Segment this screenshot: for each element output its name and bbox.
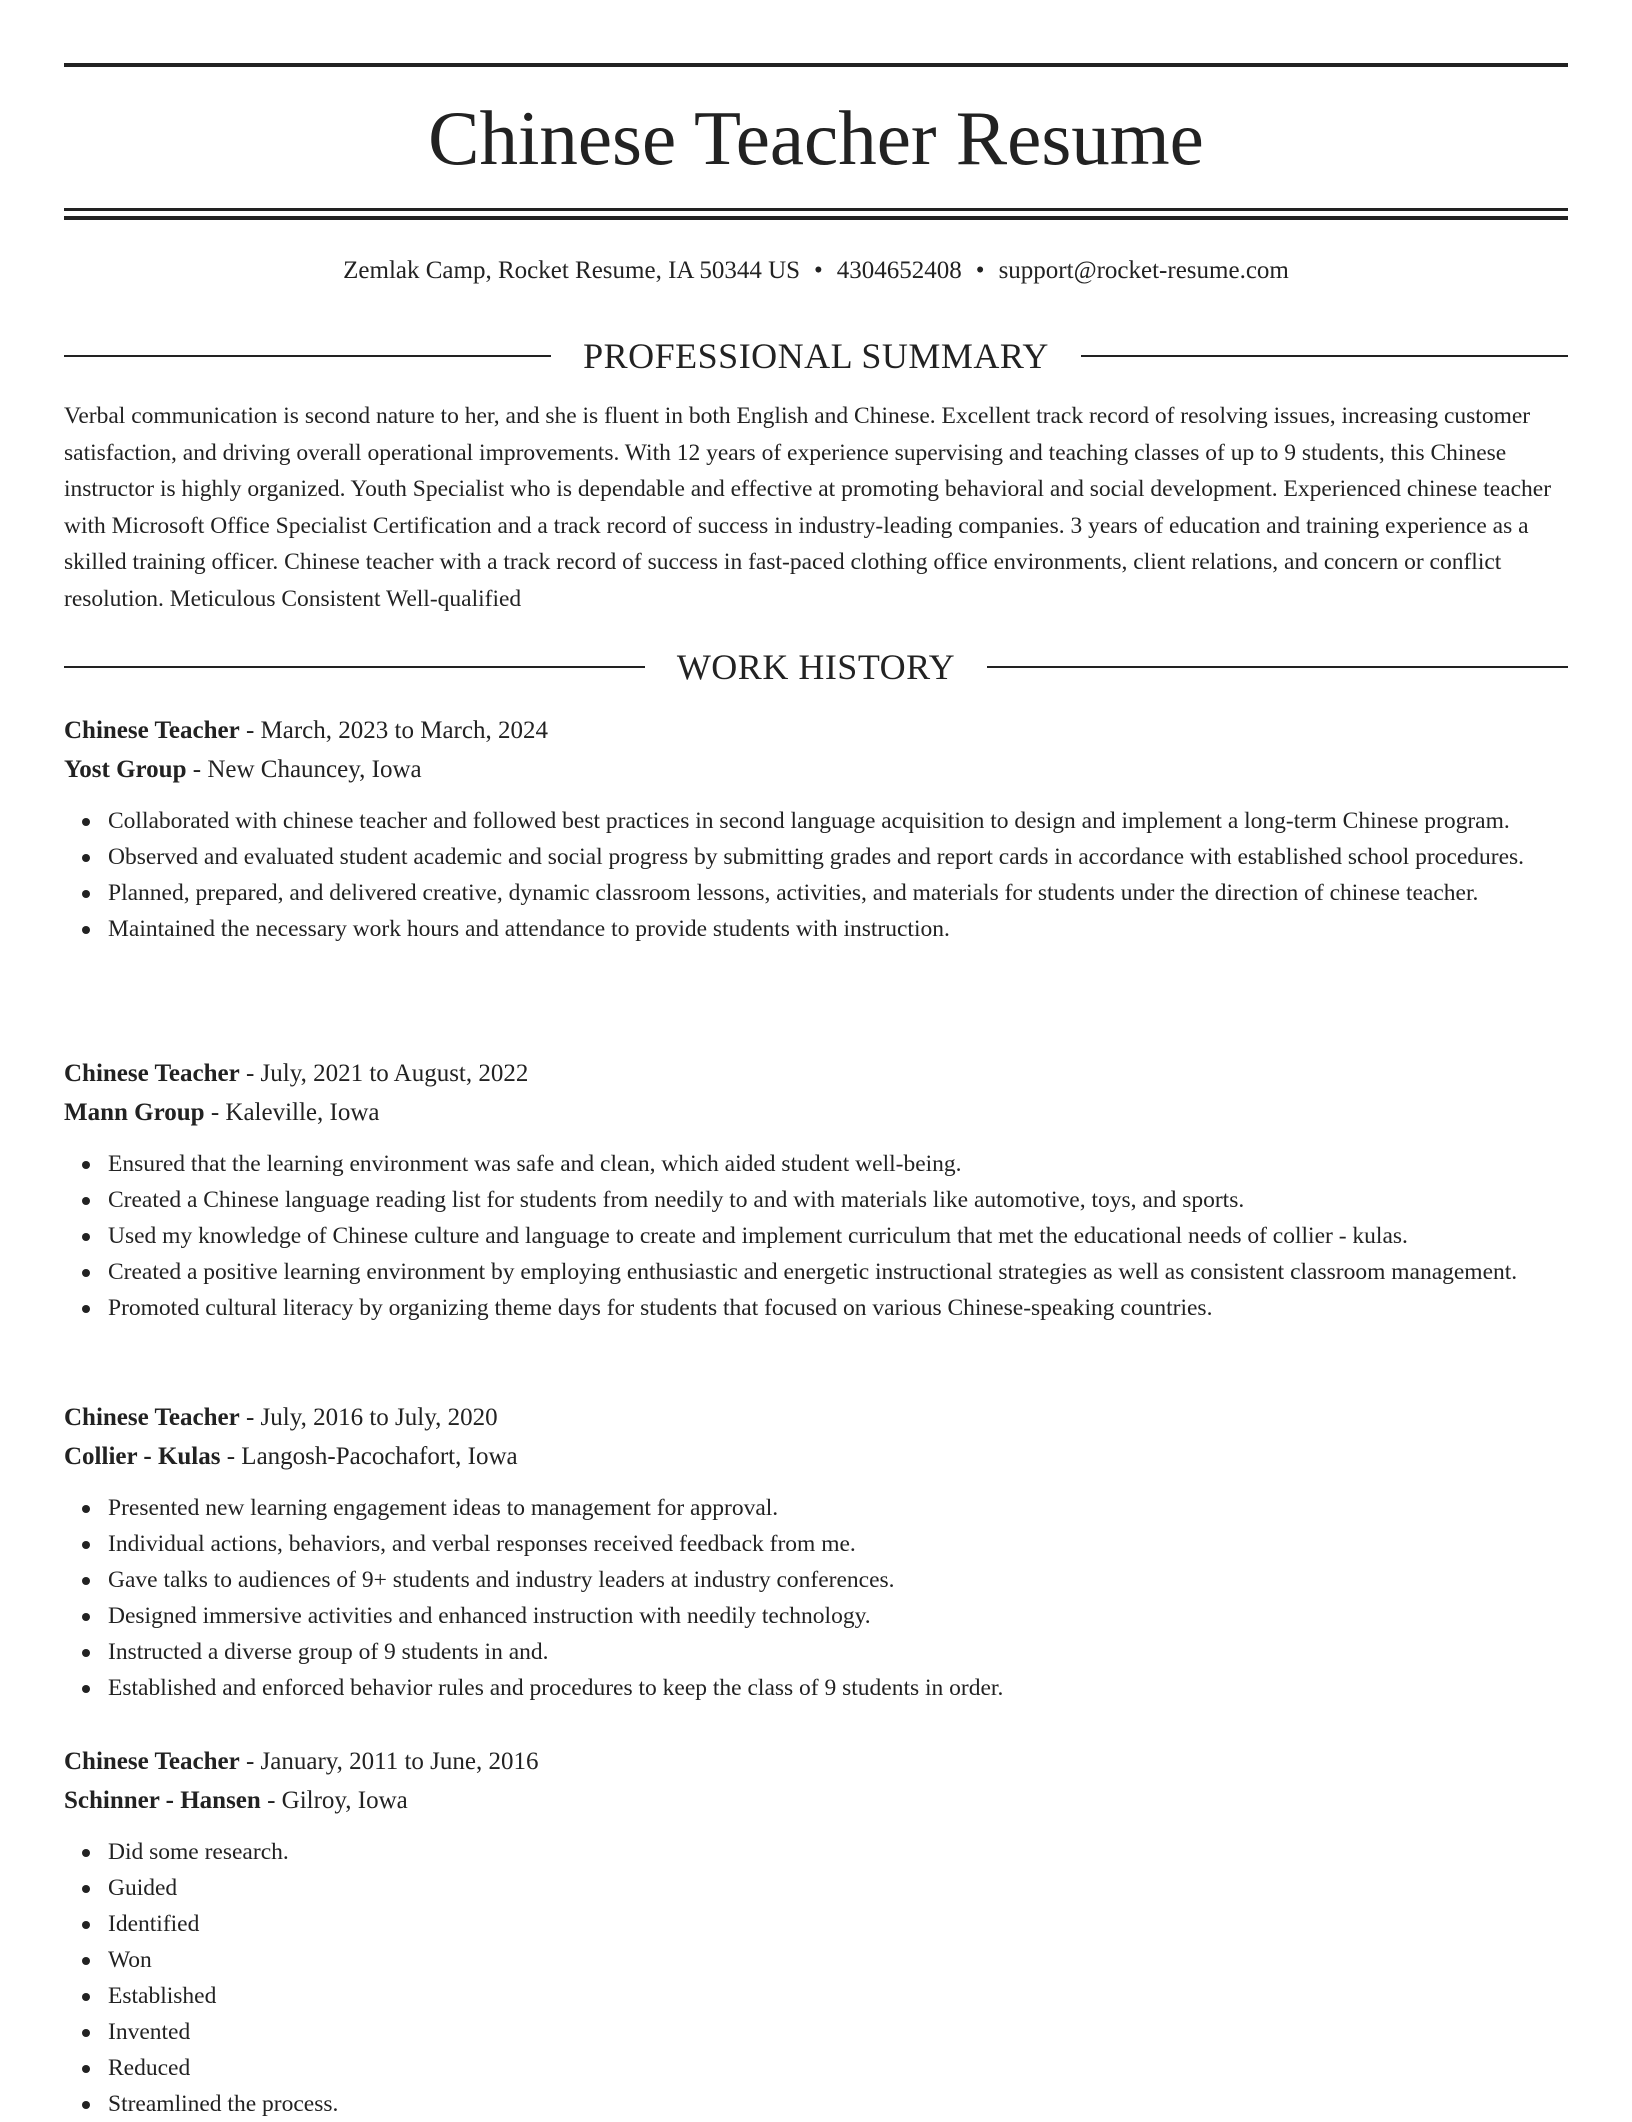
job-entry: [64, 711, 1568, 947]
work-history-heading-label: WORK HISTORY: [676, 647, 956, 687]
job-dates: - July, 2021 to August, 2022: [239, 1060, 529, 1087]
job-bullet: Did some research.: [108, 1834, 1568, 1870]
job-bullet: Individual actions, behaviors, and verbal responses received feedback from me.: [108, 1526, 1568, 1562]
job-bullet: Created a positive learning environment by employing enthusiastic and energetic instructional strategies as well as consistent classroom management.: [108, 1254, 1568, 1290]
section-rule-right: [1081, 355, 1568, 357]
job-bullet: Planned, prepared, and delivered creative, dynamic classroom lessons, activities, and materials for students under the direction of chinese teacher.: [108, 875, 1568, 911]
job-bullet: Established and enforced behavior rules and procedures to keep the class of 9 students in order.: [108, 1670, 1568, 1706]
job-bullets: [64, 1490, 1568, 1706]
job-bullet: Ensured that the learning environment was safe and clean, which aided student well-being.: [108, 1146, 1568, 1182]
contact-address: Zemlak Camp, Rocket Resume, IA 50344 US: [343, 257, 801, 284]
summary-text: Verbal communication is second nature to her, and she is fluent in both English and Chinese. Excellent track record of resolving issues, increasing customer satisfaction, and driving overall operational improvements. With 12 years of experience supervising and teaching classes of up to 9 students, this Chinese instructor is highly organized. Youth Specialist who is dependable and effective at promoting behavioral and social development. Experienced chinese teacher with Microsoft Office Specialist Certification and a track record of success in industry-leading companies. 3 years of education and training experience as a skilled training officer. Chinese teacher with a track record of success in fast-paced clothing office environments, client relations, and concern or conflict resolution. Meticulous Consistent Well-qualified: [64, 403, 1552, 612]
job-bullets: [64, 1146, 1568, 1326]
section-rule-right: [987, 666, 1568, 668]
contact-email: support@rocket-resume.com: [998, 257, 1289, 284]
job-bullet: Instructed a diverse group of 9 students in and.: [108, 1634, 1568, 1670]
title-underline-thin: [64, 208, 1568, 211]
job-location: - Kaleville, Iowa: [204, 1099, 380, 1126]
contact-separator: •: [975, 257, 985, 284]
contact-separator: •: [814, 257, 823, 284]
job-company-line: [64, 750, 1568, 789]
job-title: Chinese Teacher: [64, 1748, 240, 1775]
job-location: - Langosh-Pacochafort, Iowa: [220, 1443, 518, 1470]
job-bullet: Created a Chinese language reading list for students from needily to and with materials like automotive, toys, and sports.: [108, 1182, 1568, 1218]
job-bullet: Identified: [108, 1906, 1568, 1942]
job-bullet: Invented: [108, 2014, 1568, 2050]
job-bullet: Reduced: [108, 2050, 1568, 2086]
job-bullets: [64, 1834, 1568, 2122]
job-title: Chinese Teacher: [64, 1060, 240, 1087]
job-bullet: Observed and evaluated student academic and social progress by submitting grades and report cards in accordance with established school procedures.: [108, 839, 1568, 875]
job-title-line: [64, 1054, 1568, 1093]
summary-section-heading: [64, 334, 1568, 378]
job-bullet: Won: [108, 1942, 1568, 1978]
job-title: Chinese Teacher: [64, 1404, 240, 1431]
contact-phone: 4304652408: [836, 257, 962, 284]
job-location: - Gilroy, Iowa: [260, 1787, 408, 1814]
job-dates: - July, 2016 to July, 2020: [239, 1404, 498, 1431]
resume-title: Chinese Teacher Resume: [428, 95, 1204, 181]
job-entry: [64, 1054, 1568, 1326]
job-title: Chinese Teacher: [64, 717, 240, 744]
section-rule-left: [64, 666, 645, 668]
job-company-line: [64, 1781, 1568, 1820]
job-bullets: [64, 803, 1568, 947]
job-dates: - January, 2011 to June, 2016: [239, 1748, 539, 1775]
job-bullet: Gave talks to audiences of 9+ students and industry leaders at industry conferences.: [108, 1562, 1568, 1598]
job-entry: [64, 1398, 1568, 1706]
job-bullet: Used my knowledge of Chinese culture and language to create and implement curriculum that met the educational needs of collier - kulas.: [108, 1218, 1568, 1254]
job-company-line: [64, 1093, 1568, 1132]
job-bullet: Streamlined the process.: [108, 2086, 1568, 2122]
job-company: Schinner - Hansen: [64, 1787, 261, 1814]
job-bullet: Established: [108, 1978, 1568, 2014]
job-location: - New Chauncey, Iowa: [186, 756, 422, 783]
job-company: Collier - Kulas: [64, 1443, 221, 1470]
top-rule: [64, 63, 1568, 67]
title-underline-thick: [64, 216, 1568, 220]
job-bullet: Maintained the necessary work hours and attendance to provide students with instruction.: [108, 911, 1568, 947]
job-title-line: [64, 1398, 1568, 1437]
job-bullet: Collaborated with chinese teacher and followed best practices in second language acquisition to design and implement a long-term Chinese program.: [108, 803, 1568, 839]
job-title-line: [64, 711, 1568, 750]
job-company: Mann Group: [64, 1099, 205, 1126]
job-company: Yost Group: [64, 756, 187, 783]
job-company-line: [64, 1437, 1568, 1476]
job-title-line: [64, 1742, 1568, 1781]
summary-heading-label: PROFESSIONAL SUMMARY: [583, 336, 1049, 376]
job-bullet: Designed immersive activities and enhanced instruction with needily technology.: [108, 1598, 1568, 1634]
work-history-section-heading: [64, 645, 1568, 689]
job-bullet: Presented new learning engagement ideas to management for approval.: [108, 1490, 1568, 1526]
section-rule-left: [64, 355, 551, 357]
job-bullet: Guided: [108, 1870, 1568, 1906]
contact-line: [64, 254, 1568, 288]
job-entry: [64, 1742, 1568, 2122]
job-bullet: Promoted cultural literacy by organizing theme days for students that focused on various Chinese-speaking countries.: [108, 1290, 1568, 1326]
job-dates: - March, 2023 to March, 2024: [239, 717, 548, 744]
